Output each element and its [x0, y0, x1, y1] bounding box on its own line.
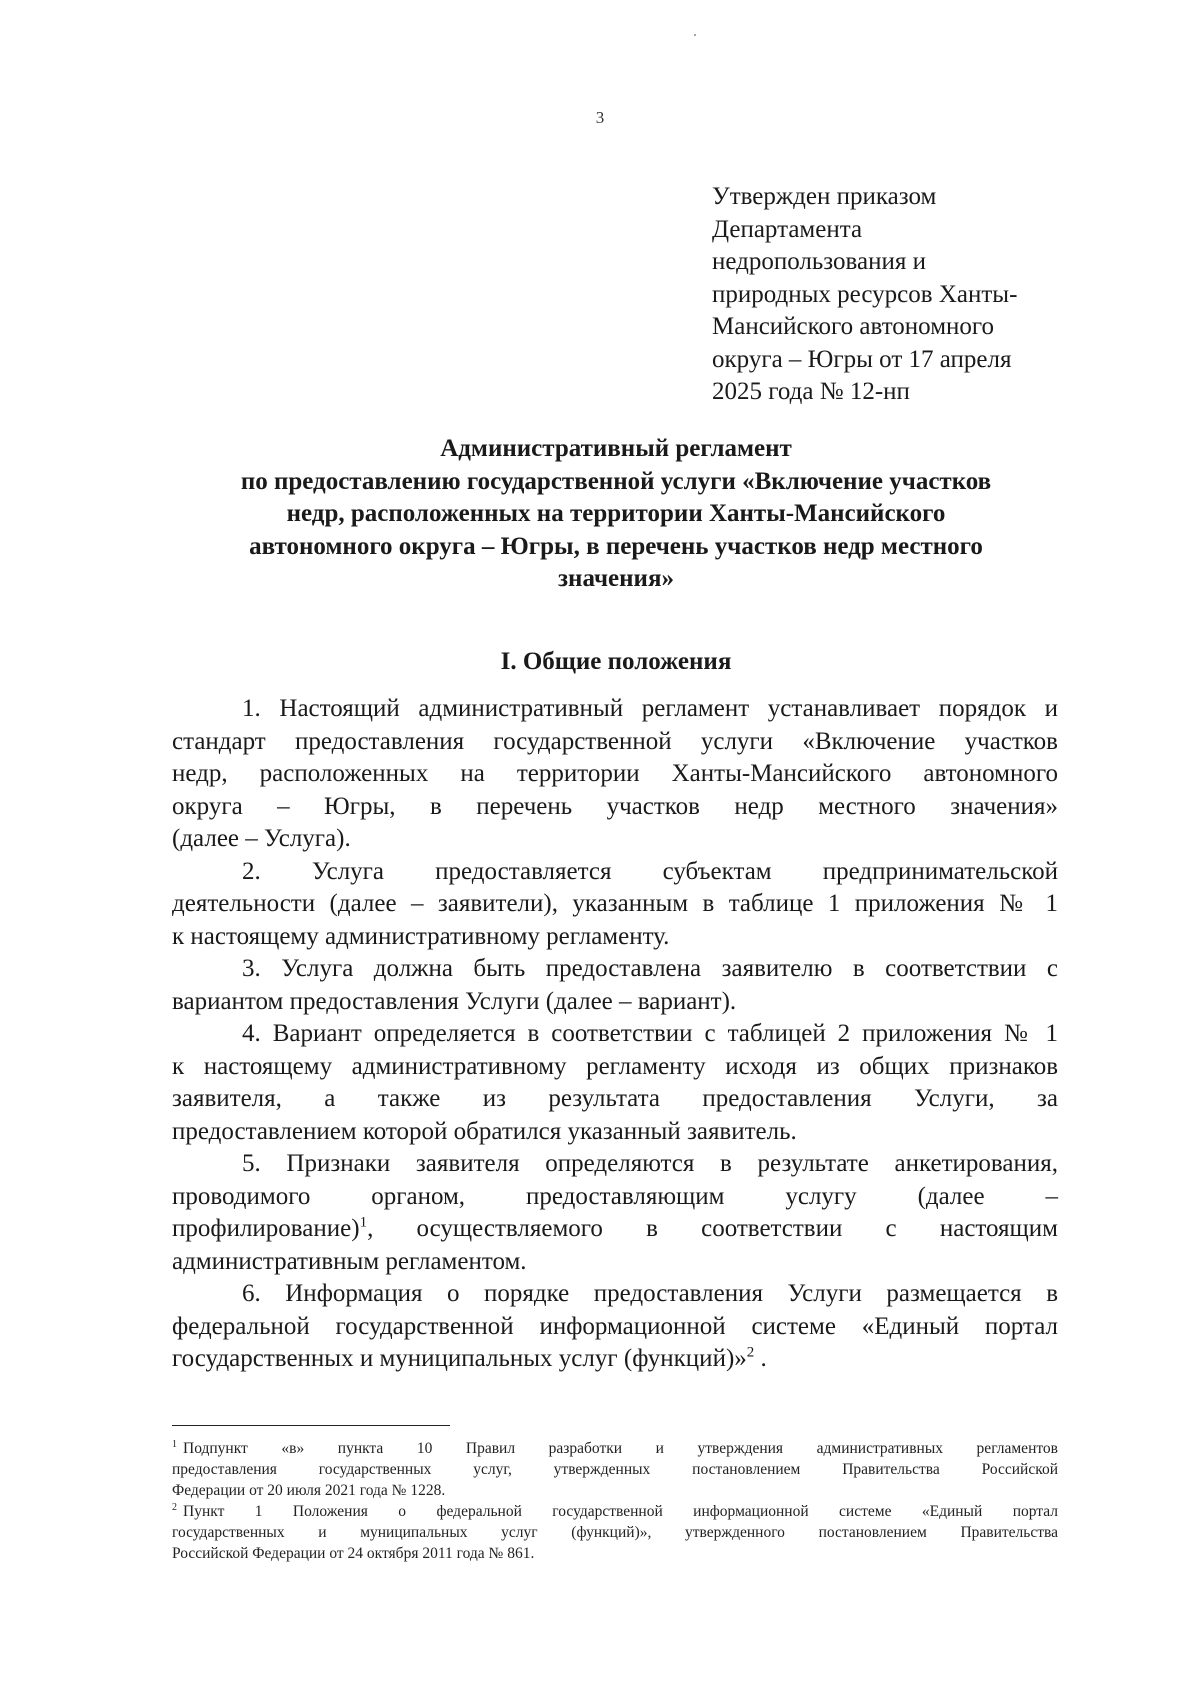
- title-line: Административный регламент: [440, 435, 792, 462]
- approval-line: природных ресурсов Ханты-: [712, 280, 1018, 308]
- approval-line: Утвержден приказом: [712, 183, 937, 210]
- text-fragment: .: [754, 1345, 767, 1372]
- document-title: [172, 433, 1060, 596]
- text-line: округа – Югры, в перечень участков недр местного значения»: [172, 792, 1058, 820]
- text-line: [172, 1343, 1058, 1376]
- paragraph-4: [172, 1018, 1058, 1148]
- paragraph-2: [172, 856, 1058, 954]
- approval-line: недропользования и: [712, 248, 926, 275]
- paragraph-6: [172, 1278, 1058, 1376]
- text-line: вариантом предоставления Услуги (далее – вариант).: [172, 987, 737, 1015]
- text-line: к настоящему административному регламенту исходя из общих признаков: [172, 1052, 1058, 1080]
- footnote-line: [172, 1438, 1058, 1459]
- section-heading: I. Общие положения: [500, 648, 732, 675]
- footnote-line: государственных и муниципальных услуг (функций)», утвержденного постановлением Правительства: [172, 1524, 1058, 1541]
- text-line: недр, расположенных на территории Ханты-Мансийского автономного: [172, 760, 1058, 787]
- text-line: 2. Услуга предоставляется субъектам предпринимательской: [242, 857, 1058, 885]
- footnote-line: Федерации от 20 июля 2021 года № 1228.: [172, 1482, 446, 1499]
- body-text: [172, 693, 1058, 1376]
- text-fragment: Подпункт «в» пункта 10 Правил разработки и утверждения административных регламентов: [183, 1440, 1058, 1457]
- paragraph-3: [172, 953, 1058, 1018]
- footnote-mark: 2: [172, 1501, 177, 1513]
- text-line: 3. Услуга должна быть предоставлена заявителю в соответствии с: [242, 955, 1058, 982]
- text-fragment: Пункт 1 Положения о федеральной государственной информационной системе «Единый портал: [183, 1503, 1058, 1520]
- text-line: [172, 1213, 1058, 1246]
- text-line: (далее – Услуга).: [172, 825, 351, 852]
- paragraph-1: [172, 693, 1058, 856]
- text-line: федеральной государственной информационной системе «Единый портал: [172, 1312, 1058, 1340]
- text-fragment: государственных и муниципальных услуг (функций)»: [172, 1345, 747, 1372]
- page-number: 3: [595, 108, 605, 127]
- text-line: деятельности (далее – заявители), указанным в таблице 1 приложения № 1: [172, 890, 1058, 917]
- text-line: проводимого органом, предоставляющим услугу (далее –: [172, 1182, 1058, 1210]
- text-line: 6. Информация о порядке предоставления Услуги размещается в: [242, 1280, 1058, 1307]
- footnote-line: [172, 1501, 1058, 1522]
- text-line: предоставлением которой обратился указанный заявитель.: [172, 1117, 797, 1145]
- footnotes: [172, 1438, 1058, 1564]
- text-line: 1. Настоящий административный регламент устанавливает порядок и: [242, 695, 1058, 722]
- text-line: стандарт предоставления государственной услуги «Включение участков: [172, 727, 1058, 755]
- footnote-2: [172, 1501, 1058, 1564]
- text-fragment: профилирование): [172, 1215, 360, 1242]
- paragraph-5: [172, 1148, 1058, 1278]
- footnote-mark: 1: [172, 1438, 177, 1450]
- text-line: к настоящему административному регламенту.: [172, 922, 670, 950]
- text-line: 5. Признаки заявителя определяются в результате анкетирования,: [242, 1150, 1058, 1177]
- footnote-reference: 1: [359, 1214, 368, 1231]
- footnote-separator: [172, 1425, 450, 1426]
- text-fragment: , осуществляемого в соответствии с настоящим: [367, 1215, 1058, 1242]
- title-line: недр, расположенных на территории Ханты-Мансийского: [286, 500, 946, 527]
- approval-line: Мансийского автономного: [712, 313, 995, 340]
- title-line: автономного округа – Югры, в перечень участков недр местного: [249, 532, 983, 560]
- approval-line: Департамента: [712, 215, 863, 243]
- text-line: заявителя, а также из результата предоставления Услуги, за: [172, 1085, 1058, 1112]
- title-line: по предоставлению государственной услуги «Включение участков: [240, 467, 992, 495]
- approval-line: 2025 года № 12-нп: [712, 378, 910, 405]
- title-line: значения»: [558, 565, 674, 592]
- footnote-line: Российской Федерации от 24 октября 2011 года № 861.: [172, 1545, 535, 1562]
- footnote-reference: 2: [746, 1344, 755, 1361]
- text-line: административным регламентом.: [172, 1247, 527, 1275]
- footnote-1: [172, 1438, 1058, 1501]
- text-line: 4. Вариант определяется в соответствии с таблицей 2 приложения № 1: [242, 1020, 1058, 1047]
- approval-note: [712, 181, 1072, 409]
- scan-speck: [694, 34, 696, 36]
- approval-line: округа – Югры от 17 апреля: [712, 345, 1012, 373]
- footnote-line: предоставления государственных услуг, утвержденных постановлением Правительства Российской: [172, 1461, 1058, 1478]
